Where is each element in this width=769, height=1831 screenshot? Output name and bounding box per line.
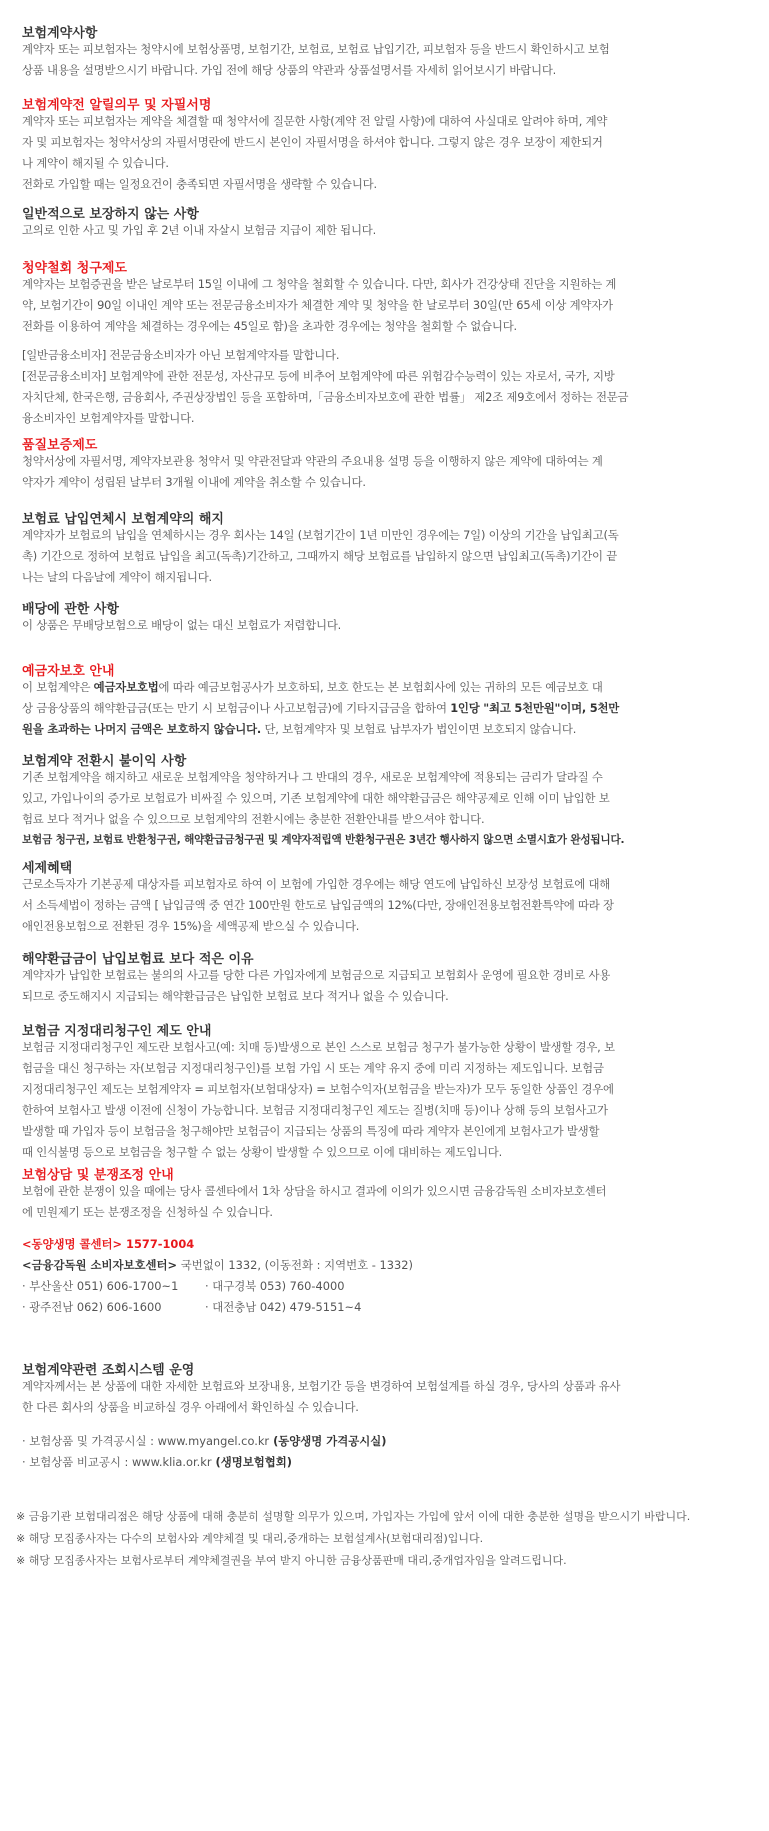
text-line: 전화로 가입할 때는 일정요건이 충족되면 자필서명을 생략할 수 있습니다. xyxy=(22,177,377,191)
fss-detail: 국번없이 1332, (이동전화 : 지역번호 - 1332) xyxy=(177,1258,413,1272)
text-line: 융소비자인 보험계약자를 말합니다. xyxy=(22,411,195,425)
price-disclosure-url[interactable]: · 보험상품 및 가격공시실 : www.myangel.co.kr xyxy=(22,1434,270,1448)
text-span: 에 따라 예금보험공사가 보호하되, 보호 한도는 본 보험회사에 있는 귀하의 모든 예금보호 대 xyxy=(158,680,603,694)
text-line: 계약자께서는 본 상품에 대한 자세한 보험료와 보장내용, 보험기간 등을 변경하여 보험설계를 하실 경우, 당사의 상품과 유사 xyxy=(22,1379,621,1393)
text-line: 자 및 피보험자는 청약서상의 자필서명란에 반드시 본인이 자필서명을 하셔야 합니다. 그렇지 않은 경우 보장이 제한되거 xyxy=(22,135,603,149)
text-line: 발생할 때 가입자 등이 보험금을 청구해야만 보험금이 지급되는 상품의 특징에 따라 계약자 본인에게 보험사고가 발생할 xyxy=(22,1124,600,1138)
section-title-inquiry-system: 보험계약관련 조회시스템 운영 xyxy=(22,1363,195,1378)
section-title-surrender-value: 해약환급금이 납입보험료 보다 적은 이유 xyxy=(22,952,254,967)
text-line: 되므로 중도해지시 지급되는 해약환급금은 납입한 보험료 보다 적거나 없을 수 있습니다. xyxy=(22,989,449,1003)
section-body-conversion-disadvantage xyxy=(22,767,757,851)
text-line: 있고, 가입나이의 증가로 보험료가 비싸질 수 있으며, 기존 보험계약에 대한 해약환급금은 해약공제로 인해 이미 납입한 보 xyxy=(22,791,610,805)
bold-text: 원을 초과하는 나머지 금액은 보호하지 않습니다. xyxy=(22,722,262,736)
price-disclosure-link[interactable] xyxy=(22,1433,387,1449)
text-line: 계약자가 보험료의 납입을 연체하시는 경우 회사는 14일 (보험기간이 1년 미만인 경우에는 7일) 이상의 기간을 납입최고(독 xyxy=(22,528,619,542)
section-body-contract-info xyxy=(22,39,757,81)
text-span: 단, 보험계약자 및 보험료 납부자가 법인이면 보호되지 않습니다. xyxy=(261,722,577,736)
statute-of-limitations-note: 보험금 청구권, 보험료 반환청구권, 해약환급금청구권 및 계약자적립액 반환청구권은 3년간 행사하지 않으면 소멸시효가 완성됩니다. xyxy=(22,834,625,846)
text-line: 촉) 기간으로 정하여 보험료 납입을 최고(독촉)기간하고, 그때까지 해당 보험료를 납입하지 않으면 납입최고(독촉)기간이 끝 xyxy=(22,549,618,563)
section-body-dispute-resolution xyxy=(22,1181,757,1223)
section-title-late-payment: 보험료 납입연체시 보험계약의 해지 xyxy=(22,512,224,527)
section-body-depositor-protection xyxy=(22,677,757,740)
section-title-tax-benefits: 세제혜택 xyxy=(22,861,73,876)
text-line xyxy=(22,698,757,719)
text-line: 고의로 인한 사고 및 가입 후 2년 이내 자살시 보험금 지급이 제한 됩니다. xyxy=(22,223,377,237)
text-line: 근로소득자가 기본공제 대상자를 피보험자로 하여 이 보험에 가입한 경우에는 해당 연도에 납입하신 보장성 보험료에 대해 xyxy=(22,877,611,891)
text-line: 약자가 계약이 성립된 날부터 3개월 이내에 계약을 취소할 수 있습니다. xyxy=(22,475,366,489)
text-line: 계약자 또는 피보험자는 계약을 체결할 때 청약서에 질문한 사항(계약 전 알릴 사항)에 대하여 사실대로 알려야 하며, 계약 xyxy=(22,114,608,128)
text-line: 기존 보험계약을 해지하고 새로운 보험계약을 청약하거나 그 반대의 경우, 새로운 보험계약에 적용되는 금리가 달라질 수 xyxy=(22,770,603,784)
fss-contact xyxy=(22,1257,413,1273)
bold-text: 1인당 "최고 5천만원"이며, 5천만 xyxy=(450,701,620,715)
section-body-withdrawal xyxy=(22,274,757,337)
section-body-designated-claimant xyxy=(22,1037,757,1163)
text-line: 한하여 보험사고 발생 이전에 신청이 가능합니다. 보험금 지정대리청구인 제도는 질병(치매 등)이나 상해 등의 보험사고가 xyxy=(22,1103,608,1117)
text-line: 계약자는 보험증권을 받은 날로부터 15일 이내에 그 청약을 철회할 수 있습니다. 다만, 회사가 건강상태 진단을 지원하는 계 xyxy=(22,277,617,291)
region-busan: · 부산울산 051) 606-1700~1 xyxy=(22,1279,179,1293)
text-line: 나는 날의 다음날에 계약이 해지됩니다. xyxy=(22,570,212,584)
text-line: 전화를 이용하여 계약을 체결하는 경우에는 45일로 함)을 초과한 경우에는 청약을 철회할 수 없습니다. xyxy=(22,319,517,333)
comparison-disclosure-label: (생명보험협회) xyxy=(211,1455,292,1469)
footnote-multi-insurer: ※ 해당 모집종사자는 다수의 보험사와 계약체결 및 대리,중개하는 보험설계사(보험대리점)입니다. xyxy=(16,1532,484,1545)
text-line: 청약서상에 자필서명, 계약자보관용 청약서 및 약관전달과 약관의 주요내용 설명 등을 이행하지 않은 계약에 대하여는 계 xyxy=(22,454,603,468)
region-daegu: · 대구경북 053) 760-4000 xyxy=(205,1279,345,1293)
text-line: 나 계약이 해지될 수 있습니다. xyxy=(22,156,169,170)
section-title-exclusions: 일반적으로 보장하지 않는 사항 xyxy=(22,207,199,222)
text-line: 보험금 지정대리청구인 제도란 보험사고(예: 치매 등)발생으로 본인 스스로 보험금 청구가 불가능한 상황이 발생할 경우, 보 xyxy=(22,1040,615,1054)
section-title-withdrawal: 청약철회 청구제도 xyxy=(22,261,127,276)
text-line: 상품 내용을 설명받으시기 바랍니다. 가입 전에 해당 상품의 약관과 상품설명서를 자세히 읽어보시기 바랍니다. xyxy=(22,63,557,77)
text-line: 서 소득세법이 정하는 금액 [ 납입금액 중 연간 100만원 한도로 납입금액의 12%(다만, 장애인전용보험전환특약에 따라 장 xyxy=(22,898,614,912)
section-title-contract-info: 보험계약사항 xyxy=(22,26,98,41)
section-body-inquiry-system xyxy=(22,1376,757,1418)
text-line: [일반금융소비자] 전문금융소비자가 아닌 보험계약자를 말합니다. xyxy=(22,348,340,362)
call-center-number: <동양생명 콜센터> 1577-1004 xyxy=(22,1237,195,1251)
text-line xyxy=(22,719,757,740)
text-line: 지정대리청구인 제도는 보험계약자 = 피보험자(보험대상자) = 보험수익자(보험금을 받는자)가 모두 동일한 상품인 경우에 xyxy=(22,1082,614,1096)
text-line: 험료 보다 적거나 없을 수 있으므로 보험계약의 전환시에는 충분한 전환안내를 받으셔야 합니다. xyxy=(22,812,485,826)
comparison-disclosure-link[interactable] xyxy=(22,1454,292,1470)
section-title-dividends: 배당에 관한 사항 xyxy=(22,602,119,617)
section-body-tax-benefits xyxy=(22,874,757,937)
text-line: [전문금융소비자] 보험계약에 관한 전문성, 자산규모 등에 비추어 보험계약에 따른 위험감수능력이 있는 자로서, 국가, 지방 xyxy=(22,369,615,383)
section-title-designated-claimant: 보험금 지정대리청구인 제도 안내 xyxy=(22,1024,212,1039)
text-line: 에 민원제기 또는 분쟁조정을 신청하실 수 있습니다. xyxy=(22,1205,273,1219)
section-title-dispute-resolution: 보험상담 및 분쟁조정 안내 xyxy=(22,1168,174,1183)
section-title-conversion-disadvantage: 보험계약 전환시 불이익 사항 xyxy=(22,754,187,769)
text-line: 때 인식불명 등으로 보험금을 청구할 수 없는 상황이 발생할 수 있으므로 이에 대비하는 제도입니다. xyxy=(22,1145,503,1159)
text-span: 상 금융상품의 해약환급금(또는 만기 시 보험금이나 사고보험금)에 기타지급금을 합하여 xyxy=(22,701,451,715)
section-body-late-payment xyxy=(22,525,757,588)
section-title-disclosure-duty: 보험계약전 알릴의무 및 자필서명 xyxy=(22,98,212,113)
text-line: 보험에 관한 분쟁이 있을 때에는 당사 콜센타에서 1차 상담을 하시고 결과에 이의가 있으시면 금융감독원 소비자보호센터 xyxy=(22,1184,607,1198)
text-line: 애인전용보험으로 전환된 경우 15%)을 세액공제 받으실 수 있습니다. xyxy=(22,919,360,933)
section-body-exclusions xyxy=(22,220,757,241)
price-disclosure-label: (동양생명 가격공시실) xyxy=(269,1434,387,1448)
footnote-no-contract-authority: ※ 해당 모집종사자는 보험사로부터 계약체결권을 부여 받지 아니한 금융상품판매 대리,중개업자임을 알려드립니다. xyxy=(16,1554,567,1567)
section-body-dividends xyxy=(22,615,757,636)
section-title-depositor-protection: 예금자보호 안내 xyxy=(22,664,115,679)
text-line: 계약자가 납입한 보험료는 불의의 사고를 당한 다른 가입자에게 보험금으로 지급되고 보험회사 운영에 필요한 경비로 사용 xyxy=(22,968,611,982)
text-line: 계약자 또는 피보험자는 청약시에 보험상품명, 보험기간, 보험료, 보험료 납입기간, 피보험자 등을 반드시 확인하시고 보험 xyxy=(22,42,610,56)
text-line xyxy=(22,677,757,698)
text-line: 험금을 대신 청구하는 자(보험금 지정대리청구인)를 보험 가입 시 또는 계약 유지 중에 미리 지정하는 제도입니다. 보험금 xyxy=(22,1061,604,1075)
comparison-disclosure-url[interactable]: · 보험상품 비교공시 : www.klia.or.kr xyxy=(22,1455,212,1469)
text-line: 약, 보험기간이 90일 이내인 계약 또는 전문금융소비자가 체결한 계약 및 청약을 한 날로부터 30일(만 65세 이상 계약자가 xyxy=(22,298,613,312)
text-line: 자치단체, 한국은행, 금융회사, 주권상장법인 등을 포함하며,「금융소비자보호에 관한 법률」 제2조 제9호에서 정하는 전문금 xyxy=(22,390,629,404)
region-daejeon: · 대전충남 042) 479-5151~4 xyxy=(205,1300,362,1314)
bold-text: 예금자보호법 xyxy=(93,680,159,694)
section-body-consumer-definitions xyxy=(22,345,757,429)
section-title-quality-guarantee: 품질보증제도 xyxy=(22,438,98,453)
region-gwangju: · 광주전남 062) 606-1600 xyxy=(22,1300,162,1314)
text-span: 이 보험계약은 xyxy=(22,680,94,694)
section-body-surrender-value xyxy=(22,965,757,1007)
text-line: 한 다른 회사의 상품을 비교하실 경우 아래에서 확인하실 수 있습니다. xyxy=(22,1400,359,1414)
footnote-bank-agency: ※ 금융기관 보험대리점은 해당 상품에 대해 충분히 설명할 의무가 있으며, 가입자는 가입에 앞서 이에 대한 충분한 설명을 받으시기 바랍니다. xyxy=(16,1510,691,1523)
section-body-disclosure-duty xyxy=(22,111,757,195)
section-body-quality-guarantee xyxy=(22,451,757,493)
fss-label: <금융감독원 소비자보호센터> xyxy=(22,1258,178,1272)
text-line: 이 상품은 무배당보험으로 배당이 없는 대신 보험료가 저렴합니다. xyxy=(22,618,342,632)
